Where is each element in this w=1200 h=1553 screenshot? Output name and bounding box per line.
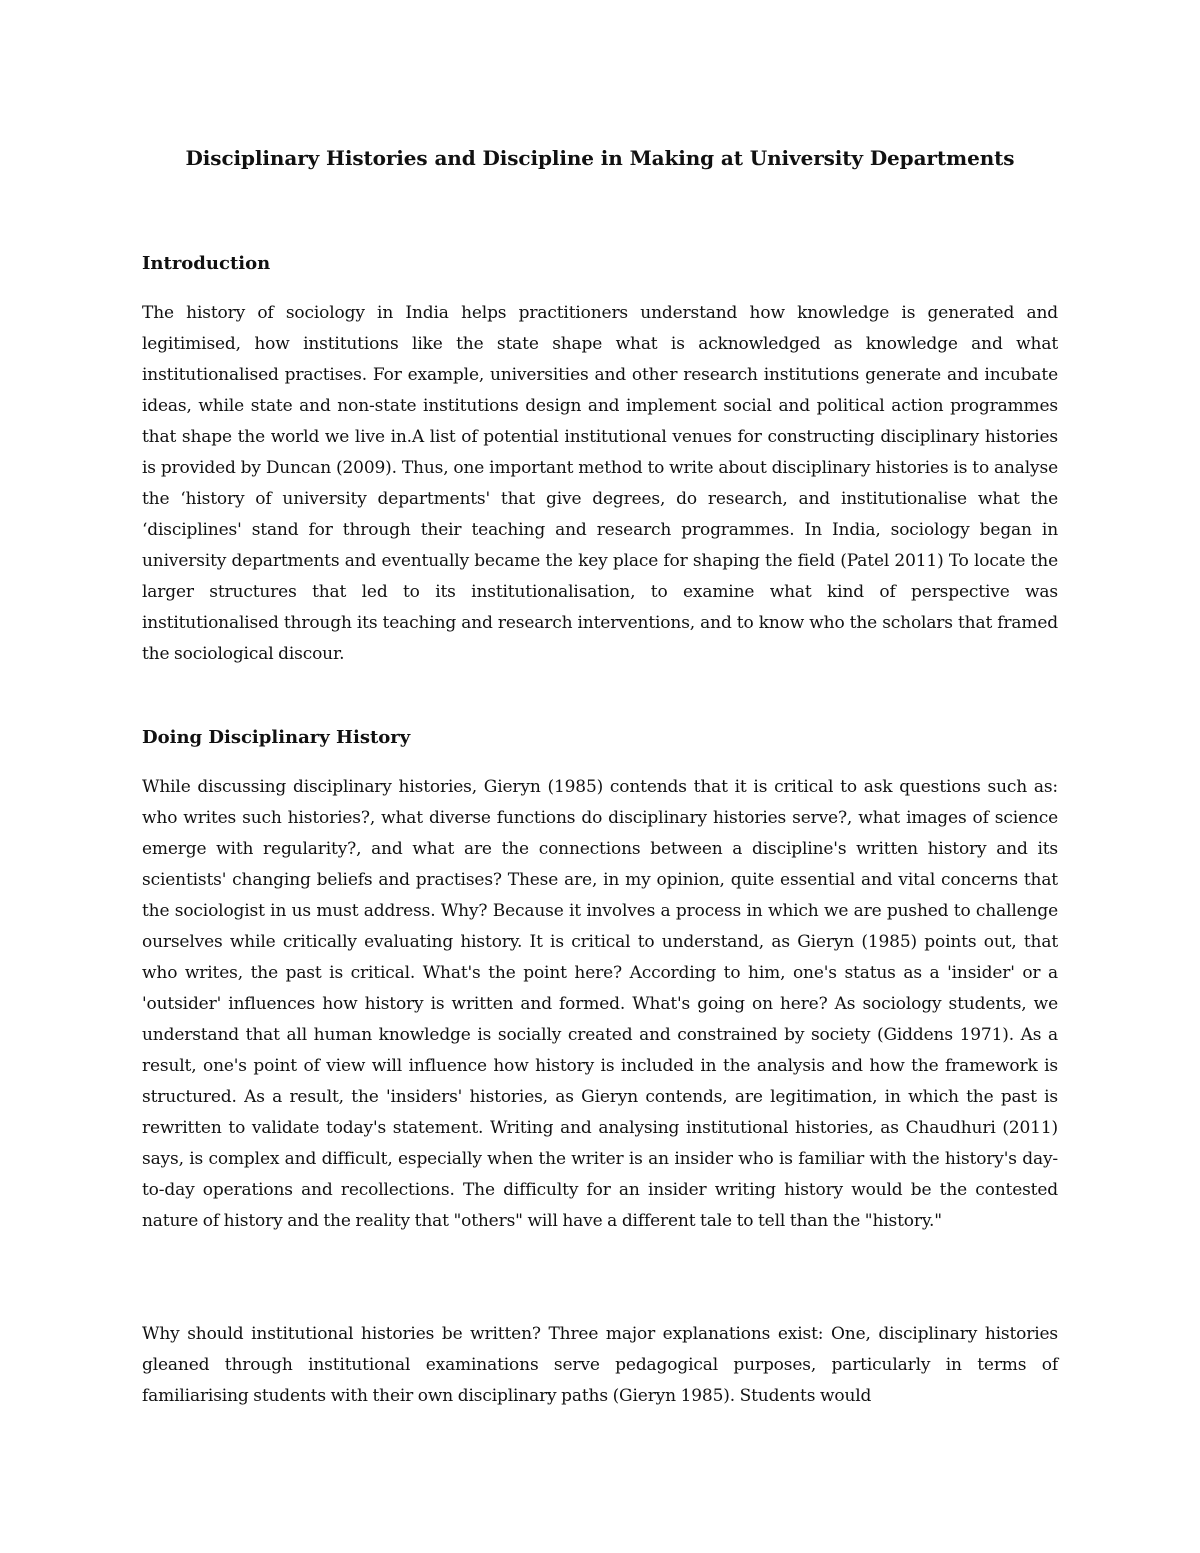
- document-title: Disciplinary Histories and Discipline in Making at University Departments: [185, 146, 1015, 170]
- section-heading-doing-disciplinary-history: Doing Disciplinary History: [142, 727, 411, 748]
- paragraph-doing-disciplinary-history: While discussing disciplinary histories, Gieryn (1985) contends that it is critical to ask questions such as: who writes such histories?, what diverse functions do disciplinary histories serve?, what images of science emerge with regularity?, and what are the connections between a discipline's written history and its scientists' changing beliefs and practises? These are, in my opinion, quite essential and vital concerns that the sociologist in us must address. Why? Because it involves a process in which we are pushed to challenge ourselves while critically evaluating history. It is critical to understand, as Gieryn (1985) points out, that who writes, the past is critical. What's the point here? According to him, one's status as a 'insider' or a 'outsider' influences how history is written and formed. What's going on here? As sociology students, we understand that all human knowledge is socially created and constrained by society (Giddens 1971). As a result, one's point of view will influence how history is included in the analysis and how the framework is structured. As a result, the 'insiders' histories, as Gieryn contends, are legitimation, in which the past is rewritten to validate today's statement. Writing and analysing institutional histories, as Chaudhuri (2011) says, is complex and difficult, especially when the writer is an insider who is familiar with the history's day-to-day operations and recollections. The difficulty for an insider writing history would be the contested nature of history and the reality that "others" will have a different tale to tell than the "history.": [142, 777, 1058, 1231]
- paragraph-introduction: The history of sociology in India helps practitioners understand how knowledge is generated and legitimised, how institutions like the state shape what is acknowledged as knowledge and what institutionalised practises. For example, universities and other research institutions generate and incubate ideas, while state and non-state institutions design and implement social and political action programmes that shape the world we live in.A list of potential institutional venues for constructing disciplinary histories is provided by Duncan (2009). Thus, one important method to write about disciplinary histories is to analyse the ‘history of university departments' that give degrees, do research, and institutionalise what the ‘disciplines' stand for through their teaching and research programmes. In India, sociology began in university departments and eventually became the key place for shaping the field (Patel 2011) To locate the larger structures that led to its institutionalisation, to examine what kind of perspective was institutionalised through its teaching and research interventions, and to know who the scholars that framed the sociological discour.: [142, 303, 1058, 664]
- paragraph-why-institutional-histories: Why should institutional histories be written? Three major explanations exist: One, disciplinary histories gleaned through institutional examinations serve pedagogical purposes, particularly in terms of familiarising students with their own disciplinary paths (Gieryn 1985). Students would: [142, 1324, 1058, 1406]
- section-heading-introduction: Introduction: [142, 253, 271, 274]
